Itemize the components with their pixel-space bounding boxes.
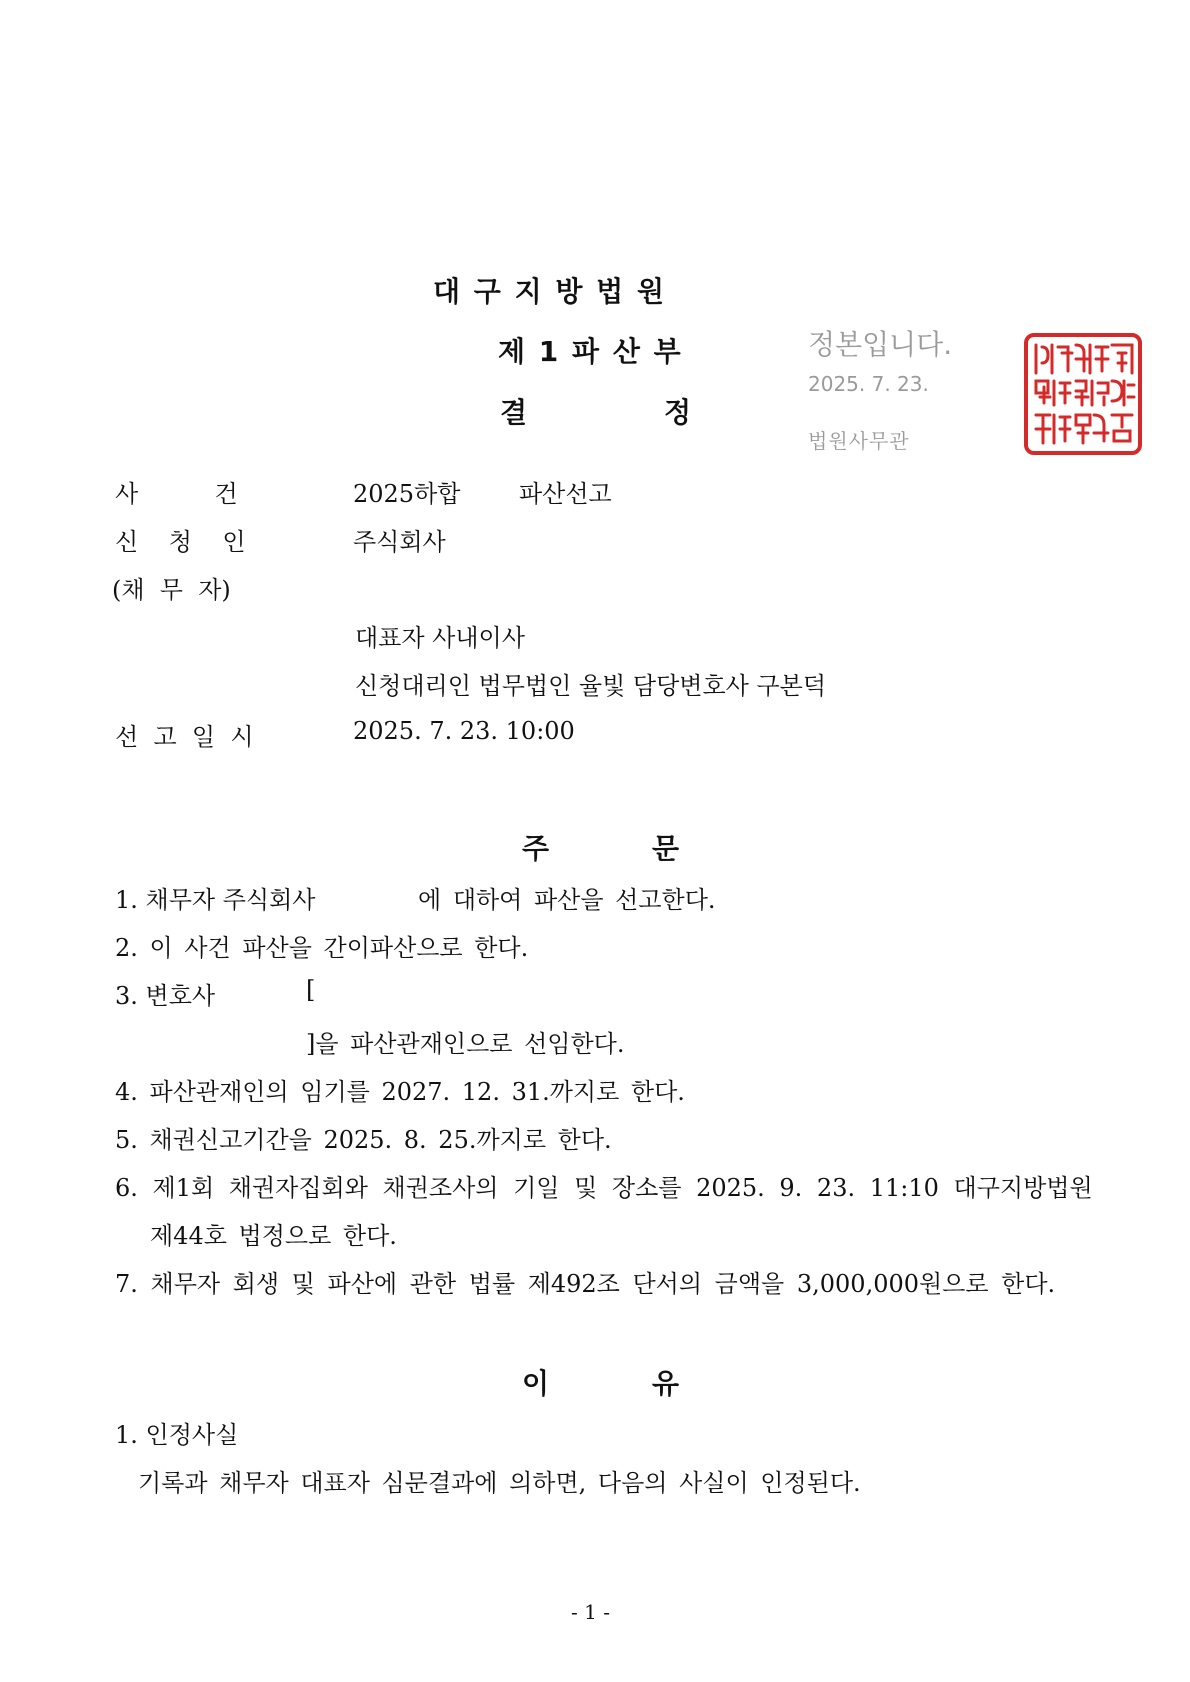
order-heading-right: 문 xyxy=(652,832,680,865)
case-label: 사 건 xyxy=(115,480,238,508)
order-item-3a: 3. 변호사 xyxy=(115,982,216,1010)
doc-type-left: 결 xyxy=(500,396,528,429)
case-number: 2025하합 xyxy=(353,480,461,508)
order-item-2: 2. 이 사건 파산을 간이파산으로 한다. xyxy=(115,934,529,962)
order-item-3-bracket: [ xyxy=(306,976,316,1004)
order-item-1a: 1. 채무자 주식회사 xyxy=(115,886,316,914)
order-item-4: 4. 파산관재인의 임기를 2027. 12. 31.까지로 한다. xyxy=(115,1078,685,1106)
court-title: 대 구 지 방 법 원 xyxy=(433,275,665,308)
division-title: 제 1 파 산 부 xyxy=(498,335,681,368)
order-item-6a: 6. 제1회 채권자집회와 채권조사의 기일 및 장소를 2025. 9. 23. 11:10 대구지방법원 xyxy=(115,1174,1093,1202)
debtor-label: (채 무 자) xyxy=(112,576,231,604)
court-seal xyxy=(1024,333,1142,455)
reason-heading-right: 유 xyxy=(652,1367,680,1400)
reason-sentence-1: 기록과 채무자 대표자 심문결과에 의하면, 다음의 사실이 인정된다. xyxy=(138,1469,861,1497)
certified-copy-label: 정본입니다. xyxy=(808,328,953,361)
applicant-value: 주식회사 xyxy=(353,528,446,556)
order-item-6b: 제44호 법정으로 한다. xyxy=(150,1222,397,1250)
case-name: 파산선고 xyxy=(519,480,612,508)
decision-date-label: 선 고 일 시 xyxy=(115,723,254,751)
reason-heading-left: 이 xyxy=(522,1367,550,1400)
order-item-1b: 에 대하여 파산을 선고한다. xyxy=(418,886,716,914)
reason-section-1: 1. 인정사실 xyxy=(115,1421,239,1449)
applicant-agent: 신청대리인 법무법인 율빛 담당변호사 구본덕 xyxy=(355,672,827,700)
page-number: - 1 - xyxy=(571,1600,610,1624)
certified-date: 2025. 7. 23. xyxy=(808,372,929,396)
order-item-5: 5. 채권신고기간을 2025. 8. 25.까지로 한다. xyxy=(115,1126,612,1154)
representative: 대표자 사내이사 xyxy=(355,624,525,652)
applicant-label: 신 청 인 xyxy=(115,528,246,556)
doc-type-right: 정 xyxy=(664,396,692,429)
decision-date-value: 2025. 7. 23. 10:00 xyxy=(353,717,575,745)
court-clerk-title: 법원사무관 xyxy=(808,429,910,453)
order-item-7: 7. 채무자 회생 및 파산에 관한 법률 제492조 단서의 금액을 3,000,000원으로 한다. xyxy=(115,1270,1056,1298)
order-item-3b: ]을 파산관재인으로 선임한다. xyxy=(306,1030,625,1058)
order-heading-left: 주 xyxy=(522,832,550,865)
